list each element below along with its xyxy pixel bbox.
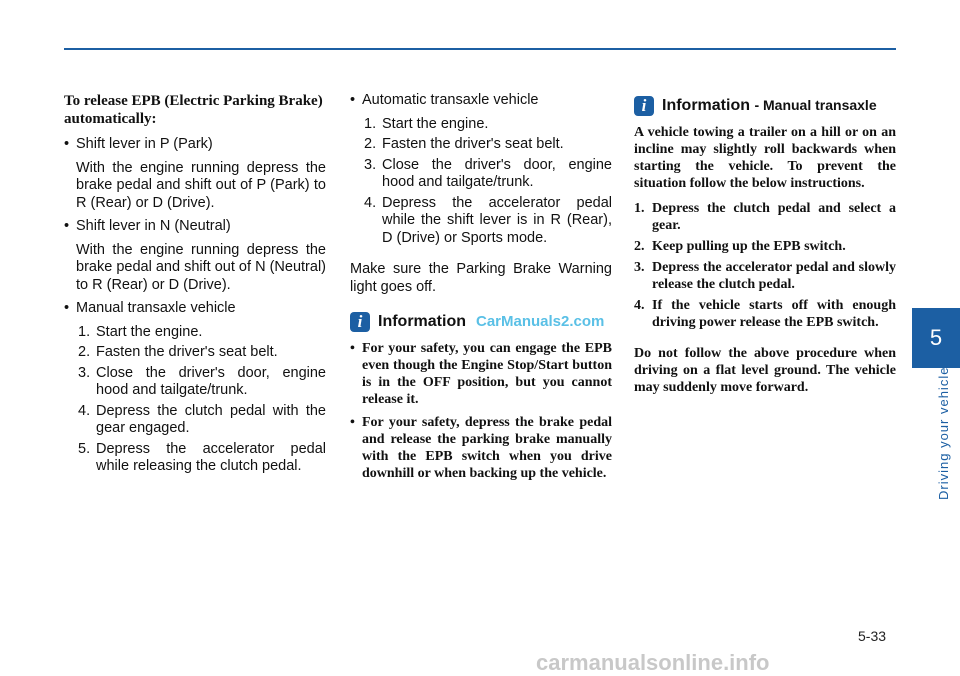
list-item: 4. Depress the accelerator pedal while the shift lever is in R (Rear), D (Drive) or Sports mode.: [364, 194, 612, 246]
chapter-tab: 5: [912, 308, 960, 368]
bullet-automatic-transaxle: • Automatic transaxle vehicle: [350, 92, 612, 110]
info-title-block: [662, 96, 877, 116]
info-icon: i: [350, 312, 370, 332]
info-bullet: • For your safety, depress the brake pedal and release the parking brake manually with the EPB switch when you drive downhill or when backing up the vehicle.: [350, 414, 612, 482]
page-number: 5-33: [858, 628, 887, 644]
info-icon: i: [634, 96, 654, 116]
info-warning: Do not follow the above procedure when driving on a flat level ground. The vehicle may suddenly move forward.: [634, 346, 896, 395]
list-item: 3. Close the driver's door, engine hood and tailgate/trunk.: [364, 156, 612, 190]
chapter-label: Driving your vehicle: [936, 366, 951, 500]
list-item: 4. Depress the clutch pedal with the gear engaged.: [78, 402, 326, 436]
bullet-park: • Shift lever in P (Park): [64, 136, 326, 154]
column-3: [634, 96, 896, 404]
park-instruction: With the engine running depress the brake pedal and shift out of P (Park) to R (Rear) or D (Drive).: [76, 159, 326, 211]
section-heading: To release EPB (Electric Parking Brake) automatically:: [64, 93, 323, 127]
neutral-instruction: With the engine running depress the brake pedal and shift out of N (Neutral) to R (Rear) or D (Drive).: [76, 241, 326, 293]
list-item: 1. Start the engine.: [78, 323, 203, 340]
list-item: 2. Keep pulling up the EPB switch.: [634, 239, 846, 254]
info-subtitle: - Manual transaxle: [754, 97, 877, 113]
list-item: 2. Fasten the driver's seat belt.: [364, 136, 564, 152]
auto-steps-list: [350, 116, 612, 248]
list-item: 5. Depress the accelerator pedal while releasing the clutch pedal.: [78, 440, 326, 474]
bullet-manual-transaxle: • Manual transaxle vehicle: [64, 300, 326, 318]
info-title: Information: [662, 97, 750, 114]
info-box-header: [350, 312, 612, 332]
info-title: Information: [378, 313, 466, 330]
watermark-text: CarManuals2.com: [476, 313, 605, 330]
column-2: [350, 92, 612, 488]
bullet-neutral: • Shift lever in N (Neutral): [64, 218, 326, 236]
list-item: 2. Fasten the driver's seat belt.: [78, 344, 278, 360]
list-item: 4. If the vehicle starts off with enough driving power release the EPB switch.: [634, 298, 896, 330]
manual-steps-list: [64, 324, 326, 476]
warning-light-note: Make sure the Parking Brake Warning light goes off.: [350, 261, 612, 295]
info-intro: A vehicle towing a trailer on a hill or on an incline may slightly roll backwards when starting the vehicle. To prevent the situation follow the below instructions.: [634, 125, 896, 191]
info-box-header: [634, 96, 896, 116]
info-bullet: • For your safety, you can engage the EPB even though the Engine Stop/Start button is in the OFF position, but you cannot release it.: [350, 340, 612, 408]
footer-watermark: carmanualsonline.info: [536, 650, 770, 675]
column-1: [64, 92, 326, 482]
top-rule: [64, 48, 896, 50]
list-item: 1. Start the engine.: [364, 115, 489, 132]
list-item: 1. Depress the clutch pedal and select a gear.: [634, 201, 896, 233]
list-item: 3. Close the driver's door, engine hood and tailgate/trunk.: [78, 364, 326, 398]
list-item: 3. Depress the accelerator pedal and slowly release the clutch pedal.: [634, 260, 896, 292]
